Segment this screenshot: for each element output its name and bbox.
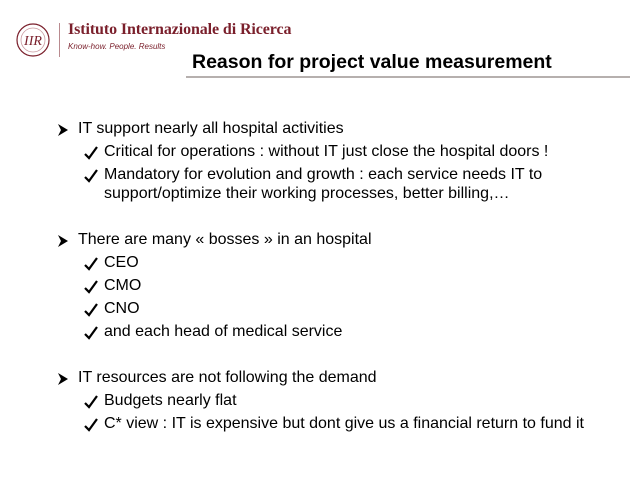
- section-heading-3: IT resources are not following the demand: [78, 369, 377, 386]
- logo-monogram-text: IIR: [24, 34, 42, 49]
- check-bullet-icon: [84, 145, 98, 161]
- bullet-2-3: CNO: [104, 300, 140, 317]
- bullet-2-2: CMO: [104, 277, 142, 294]
- check-bullet-icon: [84, 302, 98, 318]
- title-underline: [186, 76, 630, 78]
- bullet-1-1: Critical for operations : without IT just close the hospital doors !: [104, 143, 549, 160]
- logo-divider: [59, 23, 60, 57]
- bullet-3-2: C* view : IT is expensive but dont give us a financial return to fund it: [104, 415, 584, 432]
- bullet-2-1: CEO: [104, 254, 139, 271]
- bullet-1-2-line-2: support/optimize their working processes, better billing,…: [104, 185, 510, 202]
- arrow-bullet-icon: [56, 122, 70, 138]
- check-bullet-icon: [84, 325, 98, 341]
- arrow-bullet-icon: [56, 371, 70, 387]
- bullet-2-4: and each head of medical service: [104, 323, 343, 340]
- bullet-3-1: Budgets nearly flat: [104, 392, 237, 409]
- bullet-1-2-line-1: Mandatory for evolution and growth : each service needs IT to: [104, 166, 543, 183]
- check-bullet-icon: [84, 417, 98, 433]
- check-bullet-icon: [84, 394, 98, 410]
- check-bullet-icon: [84, 279, 98, 295]
- section-heading-1: IT support nearly all hospital activities: [78, 120, 344, 137]
- section-heading-2: There are many « bosses » in an hospital: [78, 231, 372, 248]
- slide-title: Reason for project value measurement: [192, 51, 552, 73]
- arrow-bullet-icon: [56, 233, 70, 249]
- check-bullet-icon: [84, 168, 98, 184]
- check-bullet-icon: [84, 256, 98, 272]
- iir-monogram-icon: [14, 21, 52, 59]
- org-name: Istituto Internazionale di Ricerca: [68, 21, 292, 38]
- org-tagline: Know-how. People. Results: [68, 42, 166, 51]
